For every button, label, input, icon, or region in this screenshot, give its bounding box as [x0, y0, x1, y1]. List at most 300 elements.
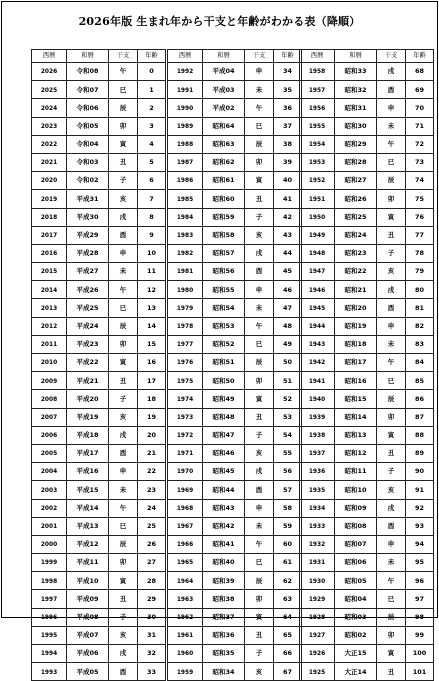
table-row	[168, 626, 302, 644]
age-cell: 48	[274, 317, 302, 335]
age-cell: 54	[274, 426, 302, 444]
age-cell: 16	[138, 354, 166, 372]
eto-cell: 巳	[377, 372, 406, 390]
eto-cell: 寅	[245, 172, 274, 190]
age-cell: 3	[138, 117, 166, 135]
age-cell: 61	[274, 554, 302, 572]
year-cell: 1985	[168, 190, 203, 208]
year-cell: 2017	[32, 226, 67, 244]
era-cell: 令和06	[67, 99, 109, 117]
header-age: 年齢	[138, 50, 166, 63]
era-cell: 昭和50	[203, 372, 245, 390]
year-cell: 1938	[300, 426, 335, 444]
era-cell: 昭和64	[203, 117, 245, 135]
age-cell: 4	[138, 135, 166, 153]
eto-cell: 亥	[377, 481, 406, 499]
table-row	[168, 81, 302, 99]
age-cell: 67	[274, 663, 302, 681]
table-row	[32, 554, 166, 572]
table-row	[300, 408, 434, 426]
era-cell: 昭和58	[203, 226, 245, 244]
table-row	[32, 645, 166, 663]
era-cell: 平成20	[67, 390, 109, 408]
table-row	[300, 172, 434, 190]
age-cell: 18	[138, 390, 166, 408]
table-row	[168, 354, 302, 372]
age-cell: 84	[406, 354, 434, 372]
eto-cell: 辰	[245, 572, 274, 590]
year-cell: 1974	[168, 390, 203, 408]
table-row	[300, 572, 434, 590]
age-cell: 47	[274, 299, 302, 317]
eto-cell: 午	[245, 317, 274, 335]
year-cell: 2018	[32, 208, 67, 226]
eto-cell: 丑	[245, 190, 274, 208]
table-row	[168, 372, 302, 390]
era-cell: 昭和54	[203, 299, 245, 317]
year-cell: 1932	[300, 535, 335, 553]
age-cell: 17	[138, 372, 166, 390]
age-cell: 38	[274, 135, 302, 153]
eto-cell: 未	[245, 299, 274, 317]
eto-cell: 亥	[245, 663, 274, 681]
eto-cell: 午	[377, 135, 406, 153]
era-cell: 平成24	[67, 317, 109, 335]
era-cell: 令和07	[67, 81, 109, 99]
table-row	[300, 426, 434, 444]
eto-cell: 戌	[109, 208, 138, 226]
eto-cell: 辰	[109, 535, 138, 553]
age-cell: 27	[138, 554, 166, 572]
age-cell: 96	[406, 572, 434, 590]
era-cell: 平成21	[67, 372, 109, 390]
era-cell: 昭和36	[203, 626, 245, 644]
table-row	[32, 335, 166, 353]
year-cell: 1960	[168, 645, 203, 663]
era-cell: 昭和16	[335, 372, 377, 390]
table-row	[32, 117, 166, 135]
table-row	[32, 390, 166, 408]
eto-cell: 子	[377, 244, 406, 262]
age-table-2	[167, 49, 302, 681]
age-cell: 72	[406, 135, 434, 153]
table-row	[300, 535, 434, 553]
eto-cell: 申	[377, 99, 406, 117]
table-row	[300, 608, 434, 626]
age-cell: 37	[274, 117, 302, 135]
year-cell: 1986	[168, 172, 203, 190]
year-cell: 1969	[168, 481, 203, 499]
eto-cell: 卯	[377, 626, 406, 644]
age-cell: 51	[274, 372, 302, 390]
year-cell: 2003	[32, 481, 67, 499]
age-cell: 85	[406, 372, 434, 390]
table-row	[300, 499, 434, 517]
table-row	[32, 263, 166, 281]
year-cell: 1968	[168, 499, 203, 517]
year-cell: 1928	[300, 608, 335, 626]
year-cell: 1934	[300, 499, 335, 517]
age-cell: 1	[138, 81, 166, 99]
year-cell: 1967	[168, 517, 203, 535]
table-row	[168, 463, 302, 481]
era-cell: 昭和47	[203, 426, 245, 444]
eto-cell: 未	[109, 481, 138, 499]
year-cell: 1929	[300, 590, 335, 608]
era-cell: 平成13	[67, 517, 109, 535]
age-cell: 0	[138, 63, 166, 81]
table-row	[168, 117, 302, 135]
year-cell: 1990	[168, 99, 203, 117]
age-cell: 26	[138, 535, 166, 553]
eto-cell: 丑	[377, 663, 406, 681]
table-row	[32, 208, 166, 226]
era-cell: 昭和09	[335, 499, 377, 517]
age-cell: 101	[406, 663, 434, 681]
era-cell: 昭和13	[335, 426, 377, 444]
year-cell: 1957	[300, 81, 335, 99]
era-cell: 大正14	[335, 663, 377, 681]
era-cell: 昭和44	[203, 481, 245, 499]
year-cell: 2005	[32, 444, 67, 462]
table-row	[168, 172, 302, 190]
table-row	[300, 299, 434, 317]
age-cell: 52	[274, 390, 302, 408]
year-cell: 1980	[168, 281, 203, 299]
eto-cell: 酉	[109, 444, 138, 462]
table-row	[32, 99, 166, 117]
age-cell: 11	[138, 263, 166, 281]
year-cell: 2000	[32, 535, 67, 553]
table-row	[300, 244, 434, 262]
eto-cell: 卯	[109, 117, 138, 135]
age-cell: 88	[406, 426, 434, 444]
eto-cell: 丑	[245, 408, 274, 426]
table-row	[32, 481, 166, 499]
year-cell: 2020	[32, 172, 67, 190]
eto-cell: 卯	[245, 153, 274, 171]
era-cell: 昭和11	[335, 463, 377, 481]
era-cell: 昭和57	[203, 244, 245, 262]
year-cell: 1954	[300, 135, 335, 153]
table-row	[168, 299, 302, 317]
year-cell: 1946	[300, 281, 335, 299]
eto-cell: 戌	[377, 63, 406, 81]
year-cell: 1971	[168, 444, 203, 462]
eto-cell: 午	[109, 281, 138, 299]
eto-cell: 戌	[109, 645, 138, 663]
era-cell: 昭和59	[203, 208, 245, 226]
eto-cell: 辰	[377, 608, 406, 626]
eto-cell: 寅	[245, 608, 274, 626]
age-cell: 93	[406, 517, 434, 535]
era-cell: 昭和37	[203, 608, 245, 626]
year-cell: 2009	[32, 372, 67, 390]
table-row	[168, 535, 302, 553]
header-eto: 干支	[245, 50, 274, 63]
era-cell: 昭和62	[203, 153, 245, 171]
eto-cell: 亥	[245, 226, 274, 244]
age-cell: 58	[274, 499, 302, 517]
age-cell: 95	[406, 554, 434, 572]
eto-cell: 子	[109, 172, 138, 190]
header-era: 和暦	[203, 50, 245, 63]
eto-cell: 亥	[245, 444, 274, 462]
table-row	[32, 426, 166, 444]
year-cell: 1943	[300, 335, 335, 353]
era-cell: 昭和21	[335, 281, 377, 299]
era-cell: 平成05	[67, 663, 109, 681]
eto-cell: 子	[245, 208, 274, 226]
era-cell: 平成25	[67, 299, 109, 317]
table-row	[300, 626, 434, 644]
age-cell: 65	[274, 626, 302, 644]
age-cell: 81	[406, 299, 434, 317]
eto-cell: 丑	[377, 226, 406, 244]
age-cell: 31	[138, 626, 166, 644]
year-cell: 1936	[300, 463, 335, 481]
eto-cell: 戌	[377, 281, 406, 299]
year-cell: 1966	[168, 535, 203, 553]
table-row	[32, 244, 166, 262]
era-cell: 平成26	[67, 281, 109, 299]
year-cell: 1997	[32, 590, 67, 608]
eto-cell: 子	[109, 390, 138, 408]
year-cell: 1940	[300, 390, 335, 408]
year-cell: 1977	[168, 335, 203, 353]
year-cell: 1973	[168, 408, 203, 426]
year-cell: 1927	[300, 626, 335, 644]
eto-cell: 午	[377, 572, 406, 590]
table-row	[168, 499, 302, 517]
table-row	[300, 81, 434, 99]
age-cell: 30	[138, 608, 166, 626]
age-cell: 32	[138, 645, 166, 663]
eto-cell: 巳	[109, 299, 138, 317]
year-cell: 1942	[300, 354, 335, 372]
age-cell: 83	[406, 335, 434, 353]
table-row	[32, 626, 166, 644]
table-row	[300, 317, 434, 335]
age-cell: 2	[138, 99, 166, 117]
table-row	[300, 554, 434, 572]
eto-cell: 丑	[109, 590, 138, 608]
era-cell: 平成30	[67, 208, 109, 226]
age-cell: 77	[406, 226, 434, 244]
eto-cell: 戌	[245, 244, 274, 262]
eto-cell: 未	[377, 335, 406, 353]
table-row	[32, 135, 166, 153]
era-cell: 平成02	[203, 99, 245, 117]
table-row	[300, 208, 434, 226]
year-cell: 2025	[32, 81, 67, 99]
year-cell: 1935	[300, 481, 335, 499]
year-cell: 2023	[32, 117, 67, 135]
table-row	[32, 317, 166, 335]
year-cell: 2008	[32, 390, 67, 408]
eto-cell: 卯	[245, 590, 274, 608]
eto-cell: 申	[377, 535, 406, 553]
year-cell: 1994	[32, 645, 67, 663]
era-cell: 昭和06	[335, 554, 377, 572]
age-cell: 91	[406, 481, 434, 499]
table-row	[32, 572, 166, 590]
year-cell: 1952	[300, 172, 335, 190]
eto-cell: 戌	[109, 426, 138, 444]
eto-cell: 巳	[109, 517, 138, 535]
age-cell: 34	[274, 63, 302, 81]
table-row	[32, 299, 166, 317]
table-row	[32, 499, 166, 517]
year-cell: 1999	[32, 554, 67, 572]
year-cell: 1958	[300, 63, 335, 81]
era-cell: 平成18	[67, 426, 109, 444]
era-cell: 昭和33	[335, 63, 377, 81]
age-table-3	[299, 49, 434, 681]
year-cell: 2024	[32, 99, 67, 117]
eto-cell: 酉	[109, 663, 138, 681]
document-page	[1, 1, 438, 676]
era-cell: 平成16	[67, 463, 109, 481]
age-cell: 87	[406, 408, 434, 426]
year-cell: 1948	[300, 244, 335, 262]
year-cell: 1995	[32, 626, 67, 644]
age-cell: 42	[274, 208, 302, 226]
age-cell: 100	[406, 645, 434, 663]
era-cell: 昭和48	[203, 408, 245, 426]
table-row	[168, 608, 302, 626]
era-cell: 平成19	[67, 408, 109, 426]
year-cell: 1984	[168, 208, 203, 226]
age-cell: 60	[274, 535, 302, 553]
table-row	[300, 354, 434, 372]
year-cell: 2022	[32, 135, 67, 153]
eto-cell: 巳	[109, 81, 138, 99]
table-row	[32, 517, 166, 535]
year-cell: 1993	[32, 663, 67, 681]
table-row	[300, 663, 434, 681]
era-cell: 平成22	[67, 354, 109, 372]
year-cell: 1955	[300, 117, 335, 135]
era-cell: 昭和42	[203, 517, 245, 535]
age-cell: 69	[406, 81, 434, 99]
table-row	[168, 281, 302, 299]
table-row	[300, 517, 434, 535]
eto-cell: 申	[245, 281, 274, 299]
year-cell: 1982	[168, 244, 203, 262]
era-cell: 昭和08	[335, 517, 377, 535]
age-cell: 50	[274, 354, 302, 372]
eto-cell: 辰	[377, 390, 406, 408]
table-row	[300, 281, 434, 299]
table-row	[32, 81, 166, 99]
table-row	[300, 463, 434, 481]
year-cell: 2014	[32, 281, 67, 299]
era-cell: 昭和30	[335, 117, 377, 135]
year-cell: 1964	[168, 572, 203, 590]
era-cell: 昭和43	[203, 499, 245, 517]
table-row	[32, 226, 166, 244]
age-cell: 49	[274, 335, 302, 353]
eto-cell: 寅	[377, 208, 406, 226]
era-cell: 昭和46	[203, 444, 245, 462]
year-cell: 1992	[168, 63, 203, 81]
age-cell: 68	[406, 63, 434, 81]
era-cell: 昭和40	[203, 554, 245, 572]
year-cell: 1945	[300, 299, 335, 317]
era-cell: 平成27	[67, 263, 109, 281]
eto-cell: 酉	[377, 299, 406, 317]
age-cell: 46	[274, 281, 302, 299]
eto-cell: 未	[245, 81, 274, 99]
year-cell: 2016	[32, 244, 67, 262]
age-cell: 25	[138, 517, 166, 535]
era-cell: 大正15	[335, 645, 377, 663]
age-cell: 92	[406, 499, 434, 517]
table-row	[168, 554, 302, 572]
eto-cell: 寅	[109, 572, 138, 590]
age-cell: 70	[406, 99, 434, 117]
eto-cell: 申	[245, 63, 274, 81]
table-row	[168, 590, 302, 608]
eto-cell: 酉	[245, 263, 274, 281]
era-cell: 昭和34	[203, 663, 245, 681]
table-row	[300, 444, 434, 462]
header-eto: 干支	[377, 50, 406, 63]
table-row	[168, 663, 302, 681]
age-cell: 22	[138, 463, 166, 481]
eto-cell: 酉	[377, 517, 406, 535]
eto-cell: 寅	[109, 135, 138, 153]
header-eto: 干支	[109, 50, 138, 63]
page-title: 2026年版 生まれ年から干支と年齢がわかる表（降順）	[78, 15, 361, 28]
era-cell: 昭和26	[335, 190, 377, 208]
table-header-row	[168, 50, 302, 63]
age-cell: 44	[274, 244, 302, 262]
year-cell: 1930	[300, 572, 335, 590]
year-cell: 1983	[168, 226, 203, 244]
age-cell: 6	[138, 172, 166, 190]
age-cell: 59	[274, 517, 302, 535]
table-row	[300, 645, 434, 663]
table-row	[168, 263, 302, 281]
eto-cell: 申	[245, 499, 274, 517]
eto-cell: 未	[245, 517, 274, 535]
era-cell: 昭和31	[335, 99, 377, 117]
eto-cell: 亥	[109, 408, 138, 426]
table-row	[32, 535, 166, 553]
eto-cell: 子	[377, 463, 406, 481]
age-cell: 97	[406, 590, 434, 608]
age-cell: 29	[138, 590, 166, 608]
age-cell: 14	[138, 317, 166, 335]
eto-cell: 丑	[109, 372, 138, 390]
year-cell: 1956	[300, 99, 335, 117]
age-cell: 45	[274, 263, 302, 281]
age-cell: 24	[138, 499, 166, 517]
era-cell: 昭和53	[203, 317, 245, 335]
table-row	[300, 335, 434, 353]
eto-cell: 辰	[109, 317, 138, 335]
year-cell: 2007	[32, 408, 67, 426]
eto-cell: 午	[245, 99, 274, 117]
eto-cell: 亥	[377, 263, 406, 281]
era-cell: 昭和49	[203, 390, 245, 408]
age-cell: 79	[406, 263, 434, 281]
age-cell: 66	[274, 645, 302, 663]
era-cell: 平成31	[67, 190, 109, 208]
age-cell: 20	[138, 426, 166, 444]
